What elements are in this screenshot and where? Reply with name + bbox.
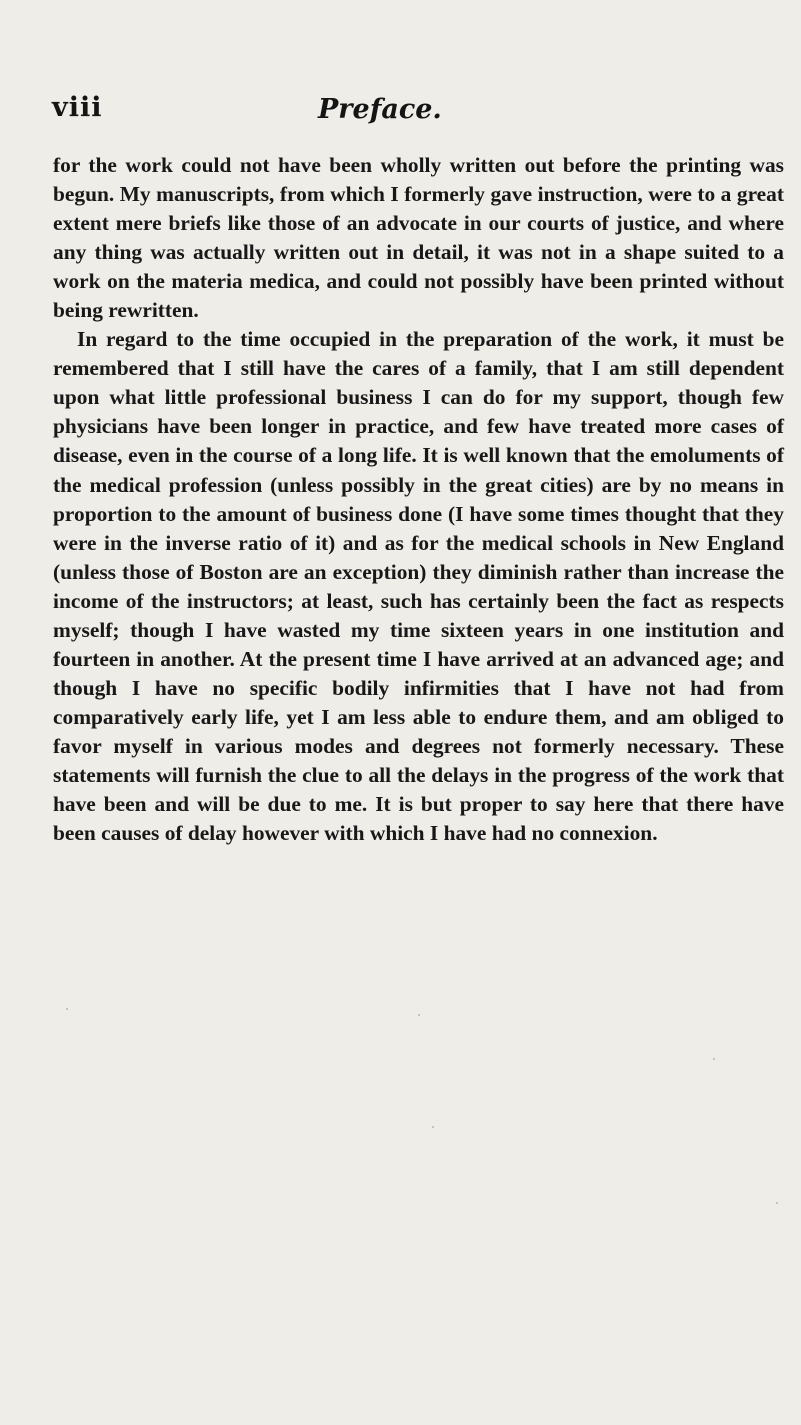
paper-speck — [776, 1202, 778, 1204]
body-text — [53, 151, 784, 848]
paper-speck — [418, 1014, 420, 1016]
paragraph: In regard to the time occupied in the preparation of the work, it must be remembered that I still have the cares of a family, that I am still dependent upon what little professional business I can do for my support, though few physicians have been longer in practice, and few have treated more cases of disease, even in the course of a long life. It is well known that the emoluments of the medical profession (unless possibly in the great cities) are by no means in proportion to the amount of business done (I have some times thought that they were in the inverse ratio of it) and as for the medical schools in New England (unless those of Boston are an exception) they diminish rather than increase the income of the instructors; at least, such has certainly been the fact as respects myself; though I have wasted my time sixteen years in one institution and fourteen in another. At the present time I have arrived at an advanced age; and though I have no specific bodily infirmities that I have not had from comparatively early life, yet I am less able to endure them, and am obliged to favor myself in various modes and degrees not formerly necessary. These statements will furnish the clue to all the delays in the progress of the work that have been and will be due to me. It is but proper to say here that there have been causes of delay however with which I have had no connexion. — [53, 327, 784, 846]
page-number: viii — [52, 92, 103, 123]
paragraph: for the work could not have been wholly written out before the printing was begun. My manuscripts, from which I formerly gave instruction, were to a great extent mere briefs like those of an advocate in our courts of justice, and where any thing was actually written out in detail, it was not in a shape suited to a work on the materia medica, and could not possibly have been printed without being rewritten. — [53, 153, 784, 323]
paper-speck — [713, 1058, 715, 1060]
running-title: Preface. — [318, 94, 442, 125]
page-header — [0, 92, 801, 136]
paper-speck — [432, 1126, 434, 1128]
paper-speck — [66, 1008, 68, 1010]
